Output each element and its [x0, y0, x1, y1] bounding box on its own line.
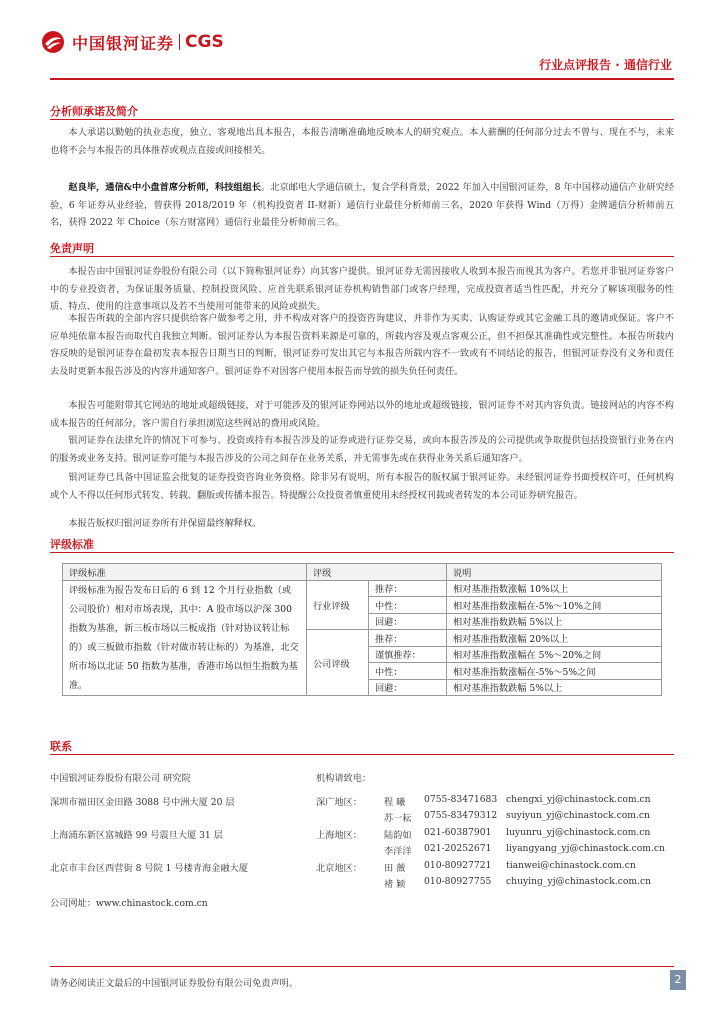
disclaimer-paragraph: 本报告可能附带其它网站的地址或超级链接，对于可能涉及的银河证券网站以外的地址或超级链接，银河证券不对其内容负责。链接网站的内容不构成本报告的任何部分，客户需自行承担浏览这些网站的费用或风险。	[50, 400, 674, 429]
rating-grade: 推荐：	[369, 630, 447, 647]
rating-desc: 相对基准指数跌幅 5%以上	[447, 679, 662, 696]
brand-name-cn: 中国银河证券	[72, 33, 175, 53]
rating-desc: 相对基准指数涨幅 10%以上	[447, 580, 662, 597]
analyst-commitment: 本人承诺以勤勉的执业态度，独立、客观地出具本报告，本报告清晰准确地反映本人的研究观点。本人薪酬的任何部分过去不曾与、现在不与，未来也将不会与本报告的具体推荐或观点直接或间接相关。	[50, 127, 674, 156]
industry-rating-label: 行业评级	[307, 580, 369, 630]
rating-grade: 推荐：	[369, 580, 447, 597]
disclaimer-paragraph: 银河证券已具备中国证监会批复的证券投资咨询业务资格。除非另有说明，所有本报告的版权属于银河证券。未经银河证券书面授权许可，任何机构或个人不得以任何形式转发、转载、翻版或传播本报告。特提醒公众投资者慎重使用未经授权刊载或者转发的本公司证券研究报告。	[50, 472, 674, 501]
table-header: 评级标准	[63, 564, 307, 581]
rating-grade: 回避：	[369, 679, 447, 696]
page-header	[0, 0, 724, 80]
disclaimer-paragraph: 本报告版权归银河证券所有并保留最终解释权。	[68, 518, 262, 529]
office-address: 北京市丰台区西营街 8 号院 1 号楼青海金融大厦	[50, 863, 248, 874]
office-address: 上海浦东新区富城路 99 号震旦大厦 31 层	[50, 830, 223, 841]
brand-separator	[179, 34, 180, 50]
header-divider	[50, 78, 674, 80]
disclaimer-paragraph: 银河证券在法律允许的情况下可参与、投资或持有本报告涉及的证券或进行证券交易，或向本报告涉及的公司提供或争取提供包括投资银行业务在内的服务或业务支持。银河证券可能与本报告涉及的公司之间存在业务关系，并无需事先或在获得业务关系后通知客户。	[50, 435, 674, 464]
rating-desc: 相对基准指数涨幅在-5%～5%之间	[447, 663, 662, 680]
contact-email[interactable]: chuying_yj@chinastock.com.cn	[506, 876, 652, 887]
table-header: 评级	[307, 564, 447, 581]
institution-label: 机构请致电：	[316, 773, 372, 784]
rating-grade: 回避：	[369, 613, 447, 630]
page-number: 2	[670, 970, 686, 990]
disclaimer-paragraph: 本报告由中国银河证券股份有限公司（以下简称银河证券）向其客户提供。银河证券无需因接收人收到本报告而视其为客户。若您并非银河证券客户中的专业投资者，为保证服务质量、控制投资风险、应首先联系银河证券机构销售部门或客户经理，完成投资者适当性匹配，并充分了解该项服务的性质、特点、使用的注意事项以及若不当使用可能带来的风险或损失。	[50, 266, 674, 312]
contact-email[interactable]: chengxi_yj@chinastock.com.cn	[506, 794, 651, 805]
rating-table	[62, 563, 662, 696]
section-divider	[50, 119, 674, 120]
contact-name: 陆韵如	[384, 830, 412, 841]
contact-phone: 0755-83479312	[424, 810, 498, 821]
rating-desc: 相对基准指数跌幅 5%以上	[447, 613, 662, 630]
report-type: 行业点评报告 · 通信行业	[539, 58, 672, 72]
rating-standard-desc: 评级标准为报告发布日后的 6 到 12 个月行业指数（或公司股价）相对市场表现，其中：A 股市场以沪深 300 指数为基准，新三板市场以三板成指（针对协议转让标的）或三板做市指数（针对做市转让标的）为基准，北交所市场以北证 50 指数为基准，香港市场以恒生指数为基准。	[63, 580, 307, 696]
cgs-logo-icon	[40, 30, 66, 54]
contact-phone: 021-20252671	[424, 843, 492, 854]
rating-desc: 相对基准指数涨幅 20%以上	[447, 630, 662, 647]
contact-name: 苏一耘	[384, 813, 412, 824]
contact-phone: 010-80927721	[424, 860, 492, 871]
office-region: 深广地区：	[316, 797, 362, 808]
section-title-rating: 评级标准	[50, 538, 94, 551]
rating-grade: 中性：	[369, 597, 447, 614]
analyst-name-title: 赵良毕，通信&中小盘首席分析师，科技组组长	[68, 182, 262, 193]
contact-email[interactable]: suyiyun_yj@chinastock.com.cn	[506, 810, 650, 821]
company-rating-label: 公司评级	[307, 630, 369, 696]
rating-grade: 谨慎推荐：	[369, 646, 447, 663]
footer-divider	[50, 966, 674, 967]
company-website[interactable]: 公司网址：www.chinastock.com.cn	[50, 898, 208, 909]
section-divider	[50, 256, 674, 257]
section-title-analyst: 分析师承诺及简介	[50, 105, 138, 118]
disclaimer-paragraph: 本报告所载的全部内容只提供给客户做参考之用，并不构成对客户的投资咨询建议，并非作为买卖、认购证券或其它金融工具的邀请或保证。客户不应单纯依靠本报告而取代自我独立判断。银河证券认为本报告资料来源是可靠的，所载内容及观点客观公正，但不担保其准确性或完整性。本报告所载内容反映的是银河证券在最初发表本报告日期当日的判断，银河证券可发出其它与本报告所载内容不一致或有不同结论的报告，但银河证券没有义务和责任去及时更新本报告涉及的内容并通知客户。银河证券不对因客户使用本报告而导致的损失负任何责任。	[50, 313, 674, 377]
contact-name: 田 薇	[384, 863, 406, 874]
contact-phone: 021-60387901	[424, 827, 492, 838]
table-row	[63, 580, 662, 597]
table-header-row	[63, 564, 662, 581]
office-region: 北京地区：	[316, 863, 362, 874]
rating-desc: 相对基准指数涨幅在 5%～20%之间	[447, 646, 662, 663]
company-name: 中国银河证券股份有限公司 研究院	[50, 773, 191, 784]
analyst-bio-text: 。北京邮电大学通信硕士，复合学科背景，2022 年加入中国银河证券，8 年中国移动通信产业研究经验，6 年证券从业经验，曾获得 2018/2019 年（机构投资者 II-财新）通信行业最佳分析师前三名，2020 年获得 Wind（万得）金牌通信分析师前五名，获得 2022 年 Choice（东方财富网）通信行业最佳分析师前三名。	[50, 182, 674, 228]
section-divider	[50, 754, 674, 755]
brand-name-en: CGS	[185, 32, 224, 52]
contact-email[interactable]: liyangyang_yj@chinastock.com.cn	[506, 843, 665, 854]
section-title-contact: 联系	[50, 740, 72, 753]
company-logo	[40, 30, 224, 54]
footer-disclaimer-note: 请务必阅读正文最后的中国银河证券股份有限公司免责声明。	[50, 978, 299, 989]
section-divider	[50, 552, 674, 553]
rating-grade: 中性：	[369, 663, 447, 680]
contact-phone: 010-80927755	[424, 876, 492, 887]
contact-name: 程 曦	[384, 797, 406, 808]
table-header: 说明	[447, 564, 662, 581]
contact-email[interactable]: tianwei@chinastock.com.cn	[506, 860, 636, 871]
rating-desc: 相对基准指数涨幅在-5%～10%之间	[447, 597, 662, 614]
office-region: 上海地区：	[316, 830, 362, 841]
contact-email[interactable]: luyunru_yj@chinastock.com.cn	[506, 827, 651, 838]
section-title-disclaimer: 免责声明	[50, 242, 94, 255]
contact-phone: 0755-83471683	[424, 794, 498, 805]
office-address: 深圳市福田区金田路 3088 号中洲大厦 20 层	[50, 797, 235, 808]
analyst-bio	[50, 179, 674, 232]
contact-name: 李洋洋	[384, 846, 412, 857]
contact-name: 褚 颖	[384, 879, 406, 890]
